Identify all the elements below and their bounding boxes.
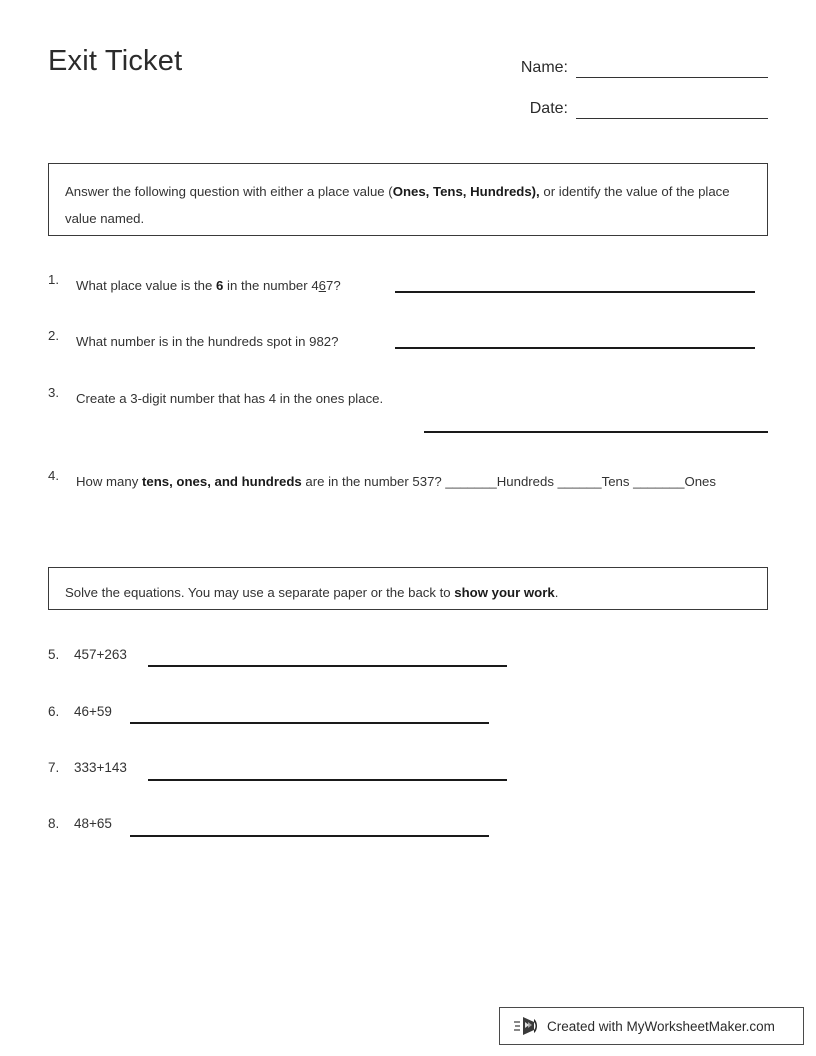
instruction-2-bold: show your work: [454, 585, 555, 600]
page-title: Exit Ticket: [48, 45, 183, 77]
instruction-text-2: [65, 579, 751, 606]
name-date-block: [468, 52, 768, 134]
equation-5-expression: 457+263: [74, 647, 127, 662]
question-1: [48, 272, 768, 299]
instruction-2-part1: Solve the equations. You may use a separate paper or the back to: [65, 585, 455, 600]
question-4: [48, 468, 768, 495]
question-2: [48, 328, 768, 355]
answer-rule-5[interactable]: [148, 665, 507, 667]
question-1-post: 7?: [326, 278, 341, 293]
question-3-text: [76, 385, 408, 412]
question-1-bold: 6: [216, 278, 224, 293]
worksheet-header: [48, 44, 768, 134]
instruction-box-place-value: [48, 163, 768, 236]
answer-rule-2[interactable]: [395, 347, 755, 349]
equation-6-expression: 46+59: [74, 704, 112, 719]
equation-8-number: 8.: [48, 816, 60, 831]
date-field-row: [468, 93, 768, 119]
equation-5-number: 5.: [48, 647, 60, 662]
answer-rule-8[interactable]: [130, 835, 489, 837]
instruction-1-part2: or identify the value of the place value named.: [65, 184, 730, 226]
question-4-number: 4.: [48, 468, 59, 483]
equation-6-number: 6.: [48, 704, 60, 719]
name-field-row: [468, 52, 768, 78]
equation-7-number: 7.: [48, 760, 60, 775]
question-2-number: 2.: [48, 328, 59, 343]
question-3-pre: Create a 3-digit number that has 4 in the ones place.: [76, 391, 384, 406]
footer-attribution-badge[interactable]: [499, 1007, 804, 1045]
worksheet-maker-logo-icon: [514, 1015, 540, 1037]
question-2-pre: What number is in the hundreds spot in 982?: [76, 334, 339, 349]
question-3: [48, 385, 408, 412]
equation-7-expression: 333+143: [74, 760, 127, 775]
instruction-text-1: [65, 178, 751, 232]
answer-rule-3[interactable]: [424, 431, 768, 433]
question-4-mid: are in the number 537? _______Hundreds ______Tens _______Ones: [301, 474, 716, 489]
question-2-text: [76, 328, 768, 355]
instruction-1-part1: Answer the following question with either a place value (: [65, 184, 393, 199]
date-field-label: Date:: [529, 100, 568, 117]
question-1-text: [76, 272, 768, 299]
question-1-mid: in the number 4: [223, 278, 319, 293]
question-4-text: [76, 468, 768, 495]
footer-attribution-text: Created with MyWorksheetMaker.com: [547, 1018, 775, 1034]
question-1-underlined-digit: 6: [318, 278, 327, 293]
date-input-rule[interactable]: [576, 97, 768, 119]
question-1-pre: What place value is the: [76, 278, 217, 293]
instruction-box-equations: [48, 567, 768, 610]
instruction-2-part2: .: [554, 585, 559, 600]
question-1-number: 1.: [48, 272, 59, 287]
answer-rule-7[interactable]: [148, 779, 507, 781]
answer-rule-6[interactable]: [130, 722, 489, 724]
instruction-1-bold: Ones, Tens, Hundreds),: [392, 184, 540, 199]
equation-8-expression: 48+65: [74, 816, 112, 831]
answer-rule-1[interactable]: [395, 291, 755, 293]
name-field-label: Name:: [520, 59, 568, 76]
question-4-bold: tens, ones, and hundreds: [141, 474, 302, 489]
name-input-rule[interactable]: [576, 56, 768, 78]
question-4-pre: How many: [76, 474, 142, 489]
question-3-number: 3.: [48, 385, 59, 400]
